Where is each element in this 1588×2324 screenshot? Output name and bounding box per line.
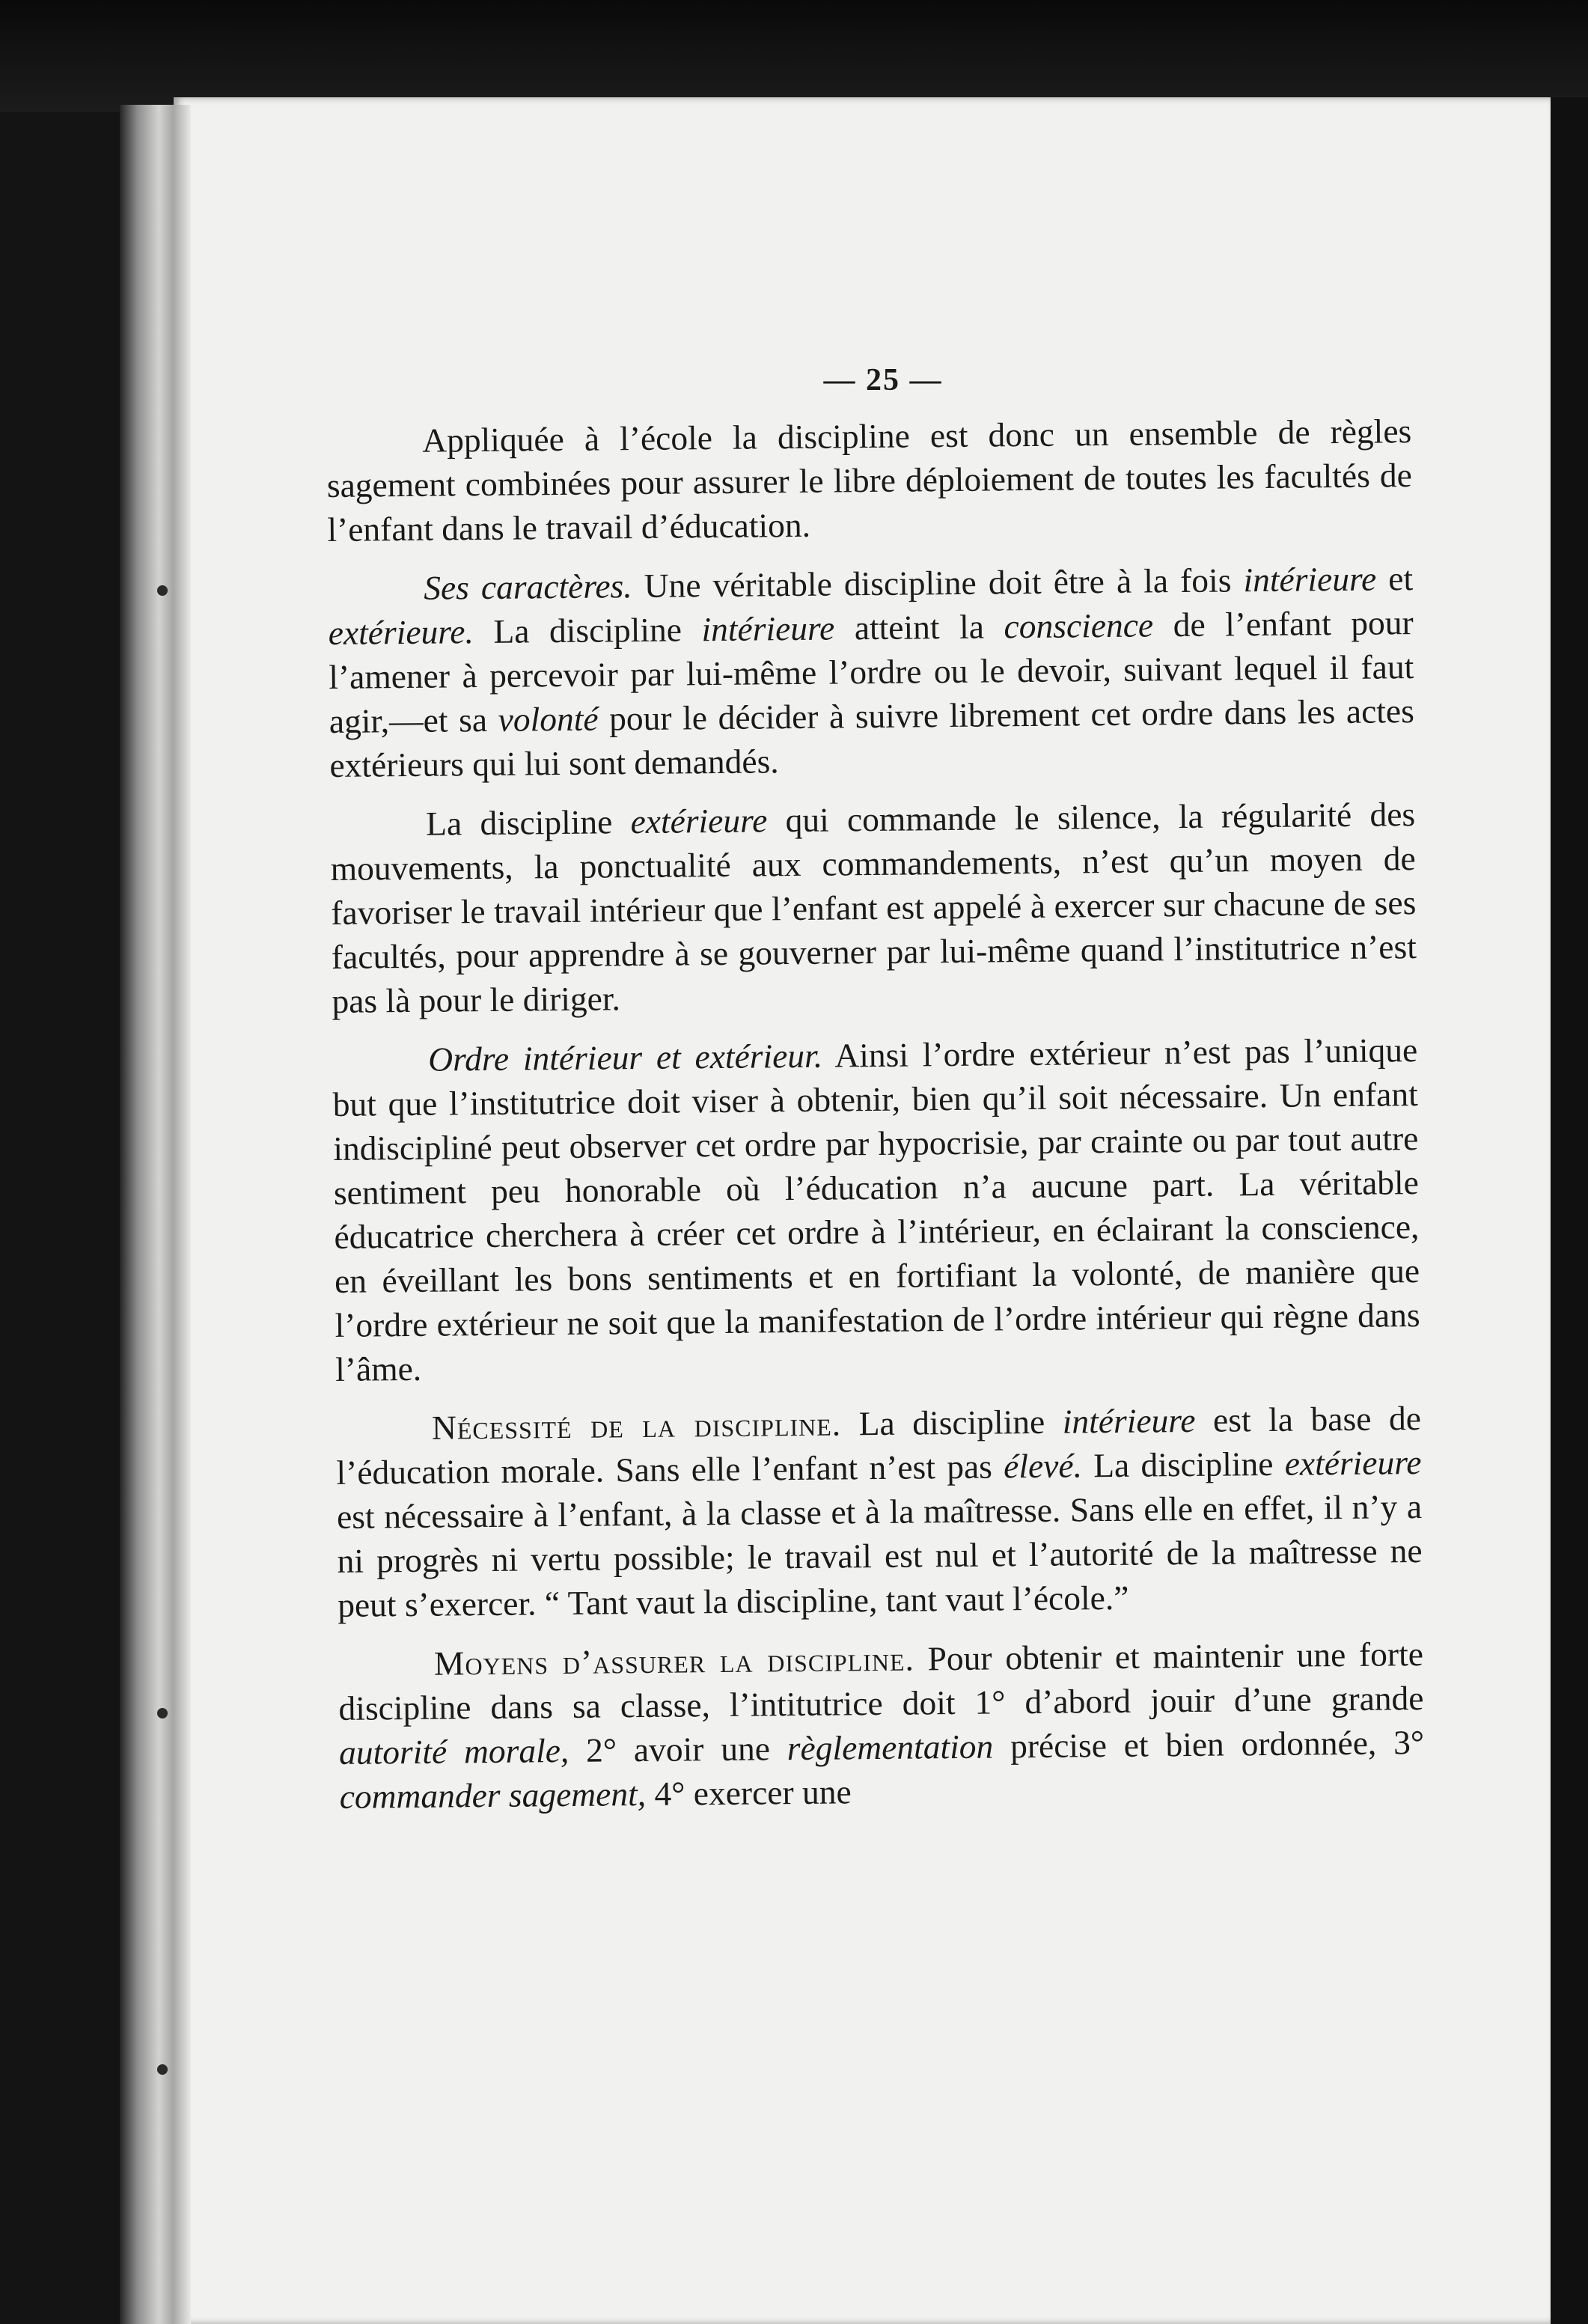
text-run: 2° avoir une bbox=[569, 1729, 788, 1769]
text-run: est la base de l’éducation morale. Sans elle l’enfant n’est pas bbox=[336, 1399, 1422, 1492]
paragraph-p6 bbox=[338, 1632, 1425, 1819]
paragraph-p5 bbox=[336, 1396, 1423, 1627]
scan-background-top bbox=[0, 0, 1588, 112]
text-run: pour le décider à suivre librement cet ordre dans les actes extérieurs qui lui sont demandés. bbox=[329, 692, 1415, 784]
body-text bbox=[326, 409, 1425, 1834]
text-run: 4° exercer une bbox=[645, 1772, 852, 1813]
scan-background-right bbox=[1551, 97, 1588, 2324]
italic-text: extérieure bbox=[630, 801, 768, 841]
italic-text: autorité morale, bbox=[338, 1730, 569, 1772]
italic-text: volonté bbox=[498, 699, 599, 739]
binding-mark bbox=[157, 2064, 168, 2075]
text-run: précise et bien ordonnée, 3° bbox=[992, 1723, 1425, 1766]
italic-text: intérieure bbox=[1243, 559, 1377, 600]
book-binding-edge bbox=[120, 105, 191, 2324]
text-run: La discipline bbox=[473, 610, 702, 651]
text-run: atteint la bbox=[834, 607, 1004, 647]
text-run: et bbox=[1375, 559, 1414, 598]
italic-text: règlementation bbox=[787, 1727, 994, 1768]
text-run: de l’enfant pour l’amener à percevoir par lui-même l’ordre ou le devoir, suivant lequel il faut agir,—et sa bbox=[329, 603, 1414, 740]
binding-mark bbox=[157, 585, 168, 596]
italic-text: extérieure bbox=[1284, 1443, 1422, 1483]
text-run: Appliquée à l’école la discipline est donc un ensemble de règles sagement combinées pour assurer le libre déploiement de toutes les facultés de l’enfant dans le travail d’éducation. bbox=[326, 412, 1413, 549]
paragraph-p4 bbox=[332, 1028, 1420, 1391]
italic-text: élevé. bbox=[1003, 1446, 1083, 1486]
text-run: Pour obtenir et maintenir une forte discipline dans sa classe, l’intitutrice doit 1° d’abord jouir d’une grande bbox=[338, 1635, 1424, 1727]
text-run: est nécessaire à l’enfant, à la classe et à la maîtresse. Sans elle en effet, il n’y a ni progrès ni vertu possible; le travail est nul et l’autorité de la maîtresse ne peut s’exercer. “ Tant vaut la discipline, tant vaut l’école.” bbox=[336, 1487, 1423, 1624]
section-heading: Moyens d’assurer la discipline. bbox=[433, 1639, 915, 1683]
text-run: qui commande le silence, la régularité des mouvements, la ponctualité aux commandements, n’est qu’un moyen de favoriser le travail intérieur que l’enfant est appelé à exercer sur chacune de ses facultés, pour apprendre à se gouverner par lui-même quand l’institutrice n’est pas là pour le diriger. bbox=[330, 795, 1417, 1020]
italic-text: extérieure. bbox=[328, 612, 474, 652]
italic-text: intérieure bbox=[1062, 1400, 1196, 1441]
italic-text: Ordre intérieur et extérieur. bbox=[427, 1036, 823, 1079]
italic-text: commander sagement, bbox=[339, 1774, 647, 1816]
text-run: La discipline bbox=[840, 1402, 1063, 1443]
text-run: La discipline bbox=[425, 802, 631, 843]
binding-mark bbox=[157, 1708, 168, 1718]
text-run: La discipline bbox=[1081, 1444, 1285, 1485]
italic-text: intérieure bbox=[701, 609, 835, 649]
italic-text: Ses caractères. bbox=[423, 567, 632, 607]
italic-text: conscience bbox=[1004, 606, 1154, 646]
text-run: Une véritable discipline doit être à la fois bbox=[632, 561, 1244, 606]
text-run: Ainsi l’ordre extérieur n’est pas l’unique but que l’institutrice doit viser à obtenir, bien qu’il soit nécessaire. Un enfant indiscipliné peut observer cet ordre par hypocrisie, par crainte ou par tout autre sentiment peu honorable où l’éducation n’a aucune part. La véritable éducatrice cherchera à créer cet ordre à l’intérieur, en éclairant la conscience, en éveillant les bons sentiments et en fortifiant la volonté, de manière que l’ordre extérieur ne soit que la manifestation de l’ordre intérieur qui règne dans l’âme. bbox=[332, 1031, 1420, 1388]
page-number: — 25 — bbox=[823, 363, 943, 397]
section-heading: Nécessité de la discipline. bbox=[431, 1404, 842, 1447]
paragraph-p1 bbox=[326, 409, 1413, 552]
paragraph-p3 bbox=[330, 792, 1417, 1023]
paragraph-p2 bbox=[328, 556, 1415, 787]
